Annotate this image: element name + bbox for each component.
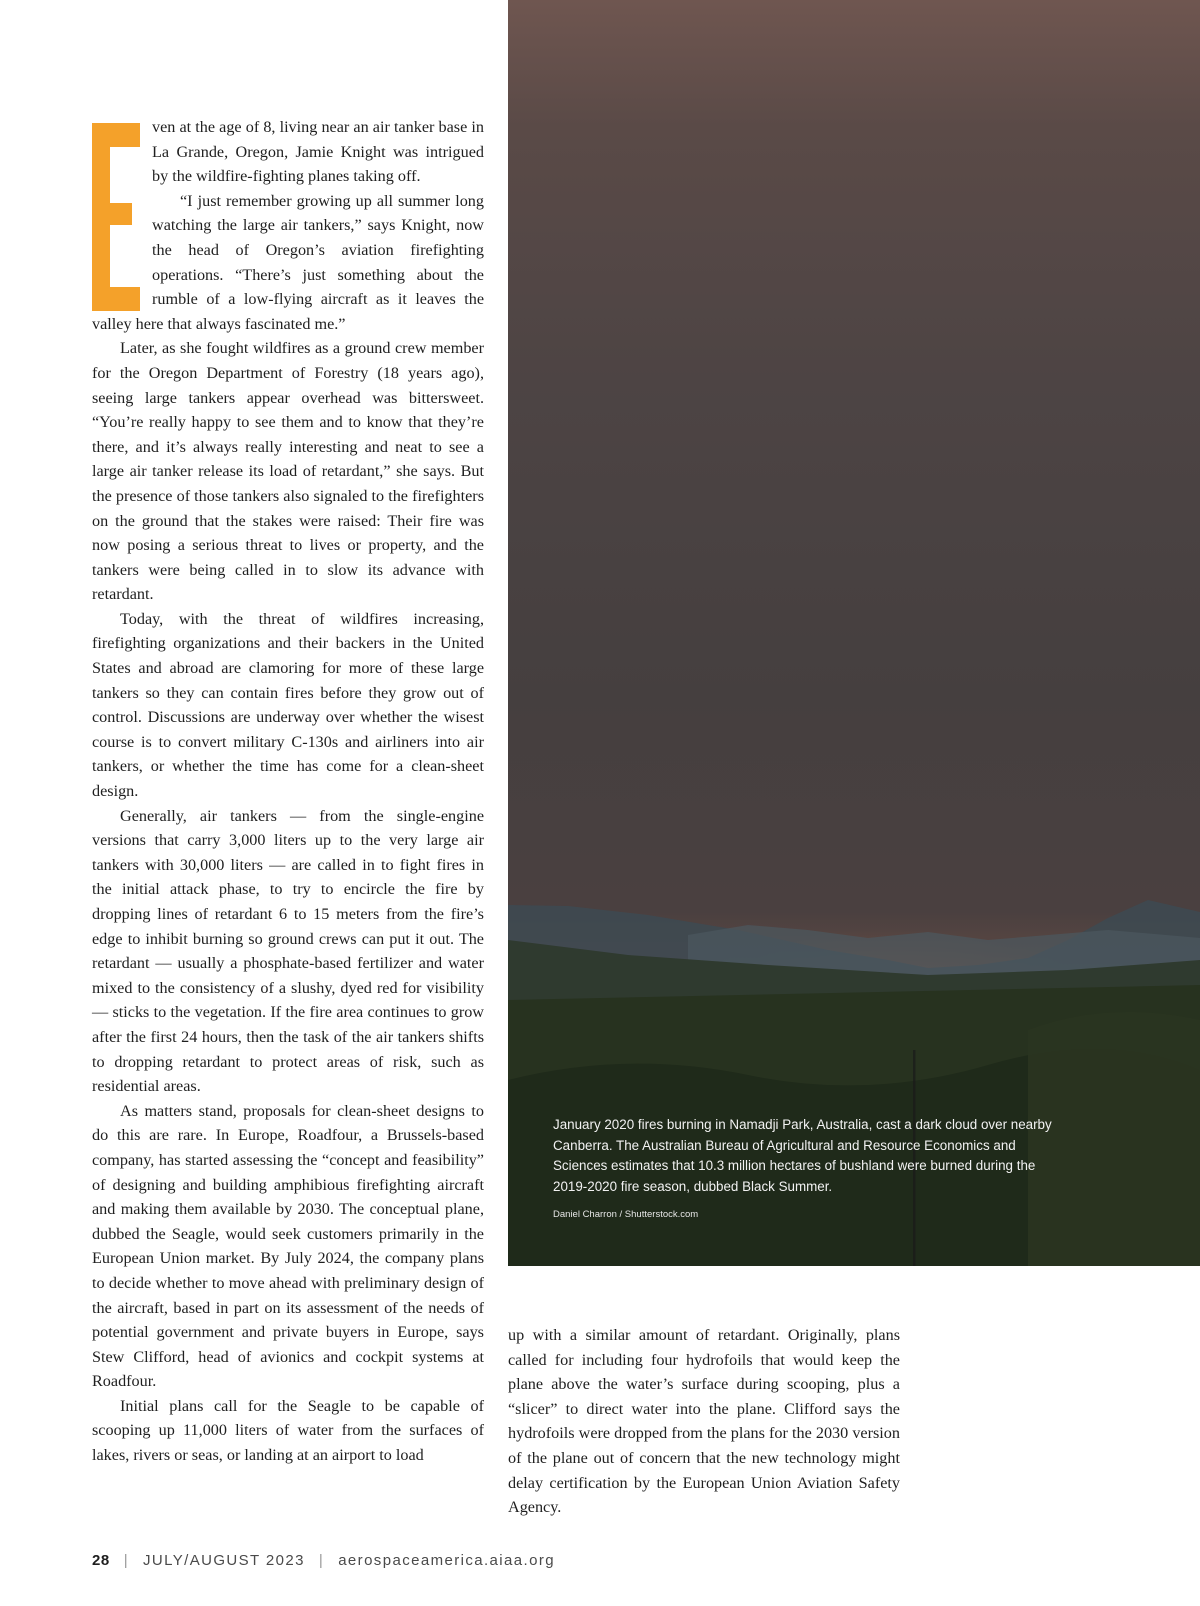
- article-paragraph: Later, as she fought wildfires as a ground crew member for the Oregon Department of Forestry (18 years ago), seeing large tankers appear overhead was bittersweet. “You’re really happy to see them and to know that they’re there, and it’s always really interesting and neat to see a large air tanker release its load of retardant,” she says. But the presence of those tankers also signaled to the firefighters on the ground that the stakes were raised: Their fire was now posing a serious threat to lives or property, and the tankers were being called in to slow its advance with retardant.: [92, 339, 484, 604]
- footer-separator: |: [318, 1552, 325, 1569]
- article-paragraph: “I just remember growing up all summer long watching the large air tankers,” says Knight, now the head of Oregon’s aviation firefighting operations. “There’s just something about the rumble of a low-flying aircraft as it leaves the valley here that always fascinated me.”: [92, 191, 484, 333]
- page-footer: [92, 1552, 555, 1569]
- landscape-illustration: [508, 0, 1200, 1266]
- article-paragraph: As matters stand, proposals for clean-sheet designs to do this are rare. In Europe, Roadfour, a Brussels-based company, has started assessing the “concept and feasibility” of designing and building amphibious firefighting aircraft and making them available by 2030. The conceptual plane, dubbed the Seagle, would seek customers primarily in the European Union market. By July 2024, the company plans to decide whether to move ahead with preliminary design of the aircraft, based in part on its assessment of the needs of potential government and private buyers in Europe, says Stew Clifford, head of avionics and cockpit systems at Roadfour.: [92, 1101, 484, 1391]
- article-paragraph: Initial plans call for the Seagle to be capable of scooping up 11,000 liters of water from the surfaces of lakes, rivers or seas, or landing at an airport to load: [92, 1396, 484, 1465]
- issue-date: JULY/AUGUST 2023: [142, 1552, 305, 1569]
- footer-separator: |: [123, 1552, 129, 1569]
- article-column-right: [508, 1323, 900, 1520]
- photo-caption: January 2020 fires burning in Namadji Park, Australia, cast a dark cloud over nearby Canberra. The Australian Bureau of Agricultural and Resource Economics and Sciences estimates that 10.3 million hectares of bushland were burned during the 2019-2020 fire season, dubbed Black Summer.: [553, 1117, 1052, 1194]
- drop-cap-e: [92, 123, 140, 311]
- article-paragraph: Today, with the threat of wildfires increasing, firefighting organizations and their backers in the United States and abroad are clamoring for more of these large tankers so they can contain fires before they grow out of control. Discussions are underway over whether the wisest course is to convert military C-130s and airliners into air tankers, or whether the time has come for a clean-sheet design.: [92, 609, 484, 801]
- article-paragraph: up with a similar amount of retardant. Originally, plans called for including four hydrofoils that would keep the plane above the water’s surface during scooping, plus a “slicer” to direct water into the plane. Clifford says the hydrofoils were dropped from the plans for the 2030 version of the plane out of concern that the new technology might delay certification by the European Union Aviation Safety Agency.: [508, 1326, 900, 1517]
- photo-credit: Daniel Charron / Shutterstock.com: [553, 1209, 699, 1220]
- page-number: 28: [92, 1552, 110, 1569]
- website-link[interactable]: aerospaceamerica.aiaa.org: [338, 1552, 555, 1569]
- wildfire-photo: [508, 0, 1200, 1266]
- article-paragraph: ven at the age of 8, living near an air tanker base in La Grande, Oregon, Jamie Knight was intrigued by the wildfire-fighting planes taking off.: [152, 118, 484, 186]
- article-paragraph: Generally, air tankers — from the single-engine versions that carry 3,000 liters up to the very large air tankers with 30,000 liters — are called in to fight fires in the initial attack phase, to try to encircle the fire by dropping lines of retardant 6 to 15 meters from the fire’s edge to inhibit burning so ground crews can put it out. The retardant — usually a phosphate-based fertilizer and water mixed to the consistency of a slushy, dyed red for visibility — sticks to the vegetation. If the fire area continues to grow after the first 24 hours, then the task of the air tankers shifts to dropping retardant to protect areas of risk, such as residential areas.: [92, 806, 484, 1096]
- article-column-left: [92, 115, 484, 1468]
